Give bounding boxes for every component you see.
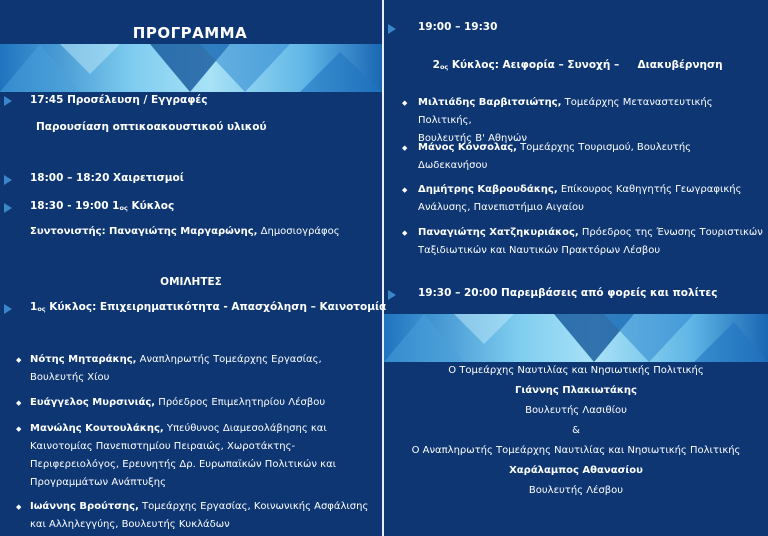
presentation-item: Παρουσίαση οπτικοακουστικού υλικού (36, 121, 267, 133)
bullet-icon: ◆ (16, 356, 22, 364)
speaker-entry (418, 139, 768, 175)
bullet-icon: ◆ (16, 425, 22, 433)
speaker-role-cont: Ανάλυσης, Πανεπιστήμιο Αιγαίου (418, 202, 584, 213)
arrow-icon (4, 175, 12, 185)
speakers-heading: ΟΜΙΛΗΤΕΣ (160, 276, 222, 288)
arrow-icon (4, 304, 12, 314)
arrow-icon (4, 96, 12, 106)
footer-name-1: Γιάννης Πλακιωτάκης (515, 385, 637, 396)
speaker-entry (418, 224, 768, 260)
cycle1-time-item (30, 200, 174, 212)
speaker-role: Πρόεδρος Επιμελητηρίου Λέσβου (158, 397, 326, 408)
arrow-icon (388, 290, 396, 300)
speaker-role: Αναπληρωτής Τομεάρχης Εργασίας, (139, 354, 322, 365)
speaker-entry (30, 394, 370, 412)
program-title: ΠΡΟΓΡΑΜΜΑ (132, 24, 248, 42)
cycle2-topic: Κύκλος: Αειφορία – Συνοχή – Διακυβέρνηση (451, 59, 723, 71)
arrival-item: 17:45 Προσέλευση / Εγγραφές (30, 94, 208, 106)
speaker-role-cont: Βουλευτής Β' Αθηνών (418, 133, 527, 144)
speaker-entry (30, 498, 380, 534)
greetings-item: 18:00 – 18:20 Χαιρετισμοί (30, 172, 184, 184)
cycle2-number: 2 (432, 59, 440, 71)
speaker-role: Τομεάρχης Τουρισμού, Βουλευτής (520, 142, 692, 153)
speaker-role: Επίκουρος Καθηγητής Γεωγραφικής (560, 184, 742, 195)
interventions-item: 19:30 – 20:00 Παρεμβάσεις από φορείς και πολίτες (418, 287, 718, 299)
arrow-icon (4, 203, 12, 213)
speaker-role-cont: Δωδεκανήσου (418, 160, 488, 171)
speaker-role: Τομεάρχης Εργασίας, Κοινωνικής Ασφάλισης (142, 501, 369, 512)
speaker-role-cont: Καινοτομίας Πανεπιστημίου Πειραιώς, Χωροτάκτης- (30, 441, 296, 452)
speaker-name: Μάνος Κόνσολας, (418, 142, 517, 153)
speaker-name: Παναγιώτης Χατζηκυριάκος, (418, 227, 579, 238)
ordinal-suffix: ος (439, 63, 449, 71)
bullet-icon: ◆ (402, 99, 408, 107)
arrow-icon (388, 24, 396, 34)
coordinator-line (30, 226, 340, 237)
cycle2-time: 19:00 – 19:30 (418, 21, 498, 33)
footer-name-2: Χαράλαμπος Αθανασίου (509, 465, 643, 476)
speaker-name: Νότης Μηταράκης, (30, 354, 137, 365)
speaker-name: Ιωάννης Βρούτσης, (30, 501, 139, 512)
bullet-icon: ◆ (402, 229, 408, 237)
speaker-role: Τομεάρχης Μεταναστευτικής Πολιτικής, (418, 97, 713, 126)
right-decorative-banner (384, 314, 768, 362)
speaker-role-cont: και Αλληλεγγύης, Βουλευτής Κυκλάδων (30, 519, 230, 530)
ordinal-suffix: ος (37, 305, 46, 313)
cycle1-title (30, 301, 386, 313)
speaker-role-cont: Ταξιδιωτικών και Ναυτικών Πρακτόρων Λέσβου (418, 245, 661, 256)
bullet-icon: ◆ (402, 186, 408, 194)
bullet-icon: ◆ (16, 503, 22, 511)
cycle1-number: 1 (30, 301, 38, 313)
cycle1-topic: Κύκλος: Επιχειρηματικότητα - Απασχόληση – Καινοτομία (49, 301, 387, 313)
bullet-icon: ◆ (16, 399, 22, 407)
ordinal-suffix: ος (119, 204, 128, 212)
speaker-name: Μιλτιάδης Βαρβιτσιώτης, (418, 97, 562, 108)
footer-sub-1: Βουλευτής Λασιθίου (525, 405, 627, 416)
speaker-role: Υπεύθυνος Διαμεσολάβησης και (166, 423, 327, 434)
speaker-entry (30, 420, 380, 492)
cycle-word: Κύκλος (131, 200, 175, 212)
coordinator-role: Δημοσιογράφος (260, 226, 340, 237)
speaker-entry (418, 181, 768, 217)
footer-ampersand: & (572, 425, 580, 436)
speaker-role-cont: Προγραμμάτων Ανάπτυξης (30, 477, 166, 488)
speaker-name: Δημήτρης Καβρουδάκης, (418, 184, 558, 195)
left-decorative-banner (0, 44, 382, 92)
speaker-name: Ευάγγελος Μυρσινιάς, (30, 397, 156, 408)
footer-role-2: Ο Αναπληρωτής Τομεάρχης Ναυτιλίας και Νησιωτικής Πολιτικής (411, 445, 741, 456)
coordinator-name: Συντονιστής: Παναγιώτης Μαργαρώνης, (30, 226, 258, 237)
speaker-role-cont: Βουλευτής Χίου (30, 372, 110, 383)
speaker-role-cont: Περιφερειολόγος, Ερευνητής Δρ. Ευρωπαϊκών Πολιτικών και (30, 459, 337, 470)
footer-role-1: Ο Τομεάρχης Ναυτιλίας και Νησιωτικής Πολιτικής (448, 365, 704, 376)
bullet-icon: ◆ (402, 144, 408, 152)
speaker-name: Μανώλης Κουτουλάκης, (30, 423, 164, 434)
speaker-entry (30, 351, 370, 387)
speaker-role: Πρόεδρος της Ένωσης Τουριστικών (581, 227, 763, 238)
cycle2-title (418, 47, 723, 83)
cycle1-time: 18:30 - 19:00 1 (30, 200, 120, 212)
footer-sub-2: Βουλευτής Λέσβου (528, 485, 624, 496)
